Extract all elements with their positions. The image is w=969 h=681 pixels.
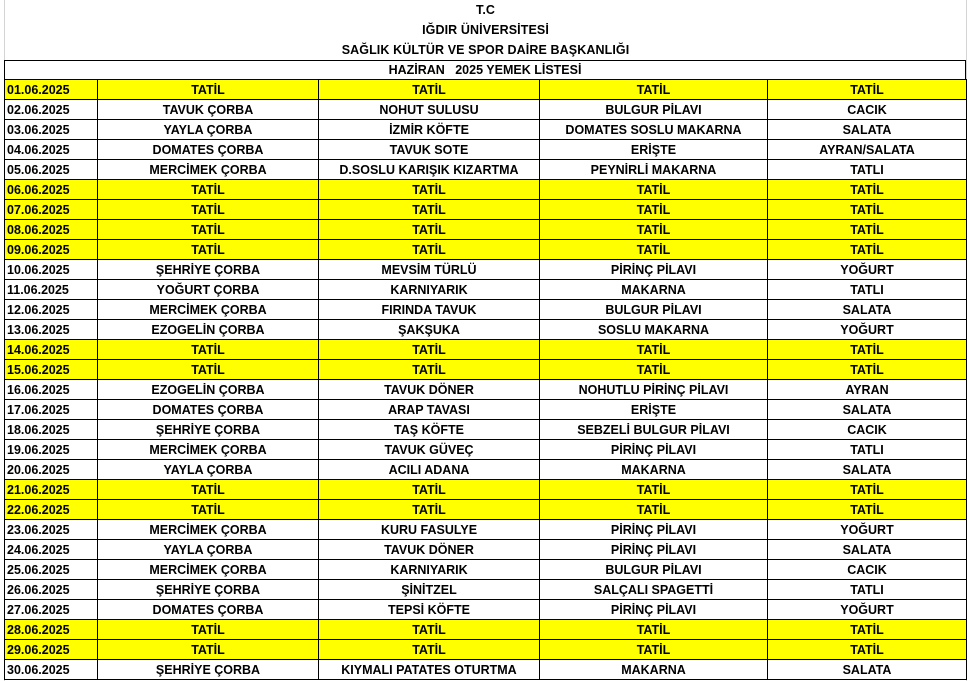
main-dish-cell[interactable]: FIRINDA TAVUK bbox=[319, 300, 540, 320]
date-cell[interactable]: 28.06.2025 bbox=[5, 620, 98, 640]
date-cell[interactable]: 13.06.2025 bbox=[5, 320, 98, 340]
main-dish-cell[interactable]: TATİL bbox=[319, 640, 540, 660]
header-university: IĞDIR ÜNİVERSİTESİ bbox=[422, 23, 549, 37]
soup-cell[interactable]: TATİL bbox=[98, 640, 319, 660]
menu-table bbox=[4, 79, 967, 680]
side-dish-cell[interactable]: DOMATES SOSLU MAKARNA bbox=[540, 120, 768, 140]
side-dish-cell[interactable]: TATİL bbox=[540, 620, 768, 640]
side-dish-cell[interactable]: MAKARNA bbox=[540, 460, 768, 480]
date-cell[interactable]: 03.06.2025 bbox=[5, 120, 98, 140]
date-cell[interactable]: 20.06.2025 bbox=[5, 460, 98, 480]
extra-cell[interactable]: YOĞURT bbox=[768, 320, 967, 340]
main-dish-cell[interactable]: TATİL bbox=[319, 220, 540, 240]
soup-cell[interactable]: ŞEHRİYE ÇORBA bbox=[98, 260, 319, 280]
table-row bbox=[5, 220, 967, 240]
date-cell[interactable]: 26.06.2025 bbox=[5, 580, 98, 600]
extra-cell[interactable]: TATİL bbox=[768, 200, 967, 220]
main-dish-cell[interactable]: TATİL bbox=[319, 180, 540, 200]
side-dish-cell[interactable]: TATİL bbox=[540, 640, 768, 660]
table-row bbox=[5, 160, 967, 180]
soup-cell[interactable]: YOĞURT ÇORBA bbox=[98, 280, 319, 300]
main-dish-cell[interactable]: NOHUT SULUSU bbox=[319, 100, 540, 120]
table-row bbox=[5, 480, 967, 500]
main-dish-cell[interactable]: MEVSİM TÜRLÜ bbox=[319, 260, 540, 280]
extra-cell[interactable]: SALATA bbox=[768, 400, 967, 420]
menu-title: HAZİRAN 2025 YEMEK LİSTESİ bbox=[4, 60, 966, 79]
soup-cell[interactable]: DOMATES ÇORBA bbox=[98, 600, 319, 620]
table-row bbox=[5, 460, 967, 480]
side-dish-cell[interactable]: ERİŞTE bbox=[540, 140, 768, 160]
main-dish-cell[interactable]: KURU FASULYE bbox=[319, 520, 540, 540]
table-row bbox=[5, 640, 967, 660]
soup-cell[interactable]: EZOGELİN ÇORBA bbox=[98, 380, 319, 400]
date-cell[interactable]: 09.06.2025 bbox=[5, 240, 98, 260]
table-row bbox=[5, 400, 967, 420]
side-dish-cell[interactable]: TATİL bbox=[540, 360, 768, 380]
date-cell[interactable]: 30.06.2025 bbox=[5, 660, 98, 680]
table-row bbox=[5, 280, 967, 300]
table-row bbox=[5, 80, 967, 100]
extra-cell[interactable]: TATLI bbox=[768, 440, 967, 460]
date-cell[interactable]: 07.06.2025 bbox=[5, 200, 98, 220]
soup-cell[interactable]: YAYLA ÇORBA bbox=[98, 120, 319, 140]
soup-cell[interactable]: TATİL bbox=[98, 200, 319, 220]
extra-cell[interactable]: CACIK bbox=[768, 100, 967, 120]
main-dish-cell[interactable]: TATİL bbox=[319, 480, 540, 500]
soup-cell[interactable]: TATİL bbox=[98, 620, 319, 640]
side-dish-cell[interactable]: BULGUR PİLAVI bbox=[540, 560, 768, 580]
table-row bbox=[5, 300, 967, 320]
main-dish-cell[interactable]: ACILI ADANA bbox=[319, 460, 540, 480]
document-header bbox=[5, 0, 966, 60]
date-cell[interactable]: 01.06.2025 bbox=[5, 80, 98, 100]
soup-cell[interactable]: MERCİMEK ÇORBA bbox=[98, 440, 319, 460]
menu-table-body bbox=[5, 80, 967, 680]
table-row bbox=[5, 200, 967, 220]
date-cell[interactable]: 18.06.2025 bbox=[5, 420, 98, 440]
main-dish-cell[interactable]: D.SOSLU KARIŞIK KIZARTMA bbox=[319, 160, 540, 180]
extra-cell[interactable]: YOĞURT bbox=[768, 520, 967, 540]
soup-cell[interactable]: TAVUK ÇORBA bbox=[98, 100, 319, 120]
main-dish-cell[interactable]: TAVUK SOTE bbox=[319, 140, 540, 160]
soup-cell[interactable]: ŞEHRİYE ÇORBA bbox=[98, 420, 319, 440]
side-dish-cell[interactable]: PİRİNÇ PİLAVI bbox=[540, 440, 768, 460]
extra-cell[interactable]: TATİL bbox=[768, 360, 967, 380]
extra-cell[interactable]: TATİL bbox=[768, 500, 967, 520]
soup-cell[interactable]: ŞEHRİYE ÇORBA bbox=[98, 580, 319, 600]
table-row bbox=[5, 140, 967, 160]
soup-cell[interactable]: ŞEHRİYE ÇORBA bbox=[98, 660, 319, 680]
extra-cell[interactable]: CACIK bbox=[768, 420, 967, 440]
date-cell[interactable]: 16.06.2025 bbox=[5, 380, 98, 400]
extra-cell[interactable]: SALATA bbox=[768, 460, 967, 480]
main-dish-cell[interactable]: TATİL bbox=[319, 240, 540, 260]
soup-cell[interactable]: MERCİMEK ÇORBA bbox=[98, 160, 319, 180]
side-dish-cell[interactable]: TATİL bbox=[540, 500, 768, 520]
date-cell[interactable]: 22.06.2025 bbox=[5, 500, 98, 520]
side-dish-cell[interactable]: BULGUR PİLAVI bbox=[540, 300, 768, 320]
soup-cell[interactable]: MERCİMEK ÇORBA bbox=[98, 520, 319, 540]
side-dish-cell[interactable]: SEBZELİ BULGUR PİLAVI bbox=[540, 420, 768, 440]
date-cell[interactable]: 12.06.2025 bbox=[5, 300, 98, 320]
extra-cell[interactable]: TATİL bbox=[768, 340, 967, 360]
soup-cell[interactable]: EZOGELİN ÇORBA bbox=[98, 320, 319, 340]
side-dish-cell[interactable]: PEYNİRLİ MAKARNA bbox=[540, 160, 768, 180]
extra-cell[interactable]: TATLI bbox=[768, 280, 967, 300]
table-row bbox=[5, 180, 967, 200]
extra-cell[interactable]: TATİL bbox=[768, 640, 967, 660]
main-dish-cell[interactable]: TAVUK GÜVEÇ bbox=[319, 440, 540, 460]
extra-cell[interactable]: TATİL bbox=[768, 480, 967, 500]
main-dish-cell[interactable]: TATİL bbox=[319, 200, 540, 220]
table-row bbox=[5, 120, 967, 140]
main-dish-cell[interactable]: TEPSİ KÖFTE bbox=[319, 600, 540, 620]
side-dish-cell[interactable]: PİRİNÇ PİLAVI bbox=[540, 260, 768, 280]
extra-cell[interactable]: CACIK bbox=[768, 560, 967, 580]
table-row bbox=[5, 540, 967, 560]
header-country: T.C bbox=[475, 3, 496, 17]
main-dish-cell[interactable]: KARNIYARIK bbox=[319, 560, 540, 580]
table-row bbox=[5, 620, 967, 640]
main-dish-cell[interactable]: TAŞ KÖFTE bbox=[319, 420, 540, 440]
side-dish-cell[interactable]: SOSLU MAKARNA bbox=[540, 320, 768, 340]
extra-cell[interactable]: TATİL bbox=[768, 620, 967, 640]
side-dish-cell[interactable]: TATİL bbox=[540, 220, 768, 240]
table-row bbox=[5, 600, 967, 620]
main-dish-cell[interactable]: ARAP TAVASI bbox=[319, 400, 540, 420]
side-dish-cell[interactable]: NOHUTLU PİRİNÇ PİLAVI bbox=[540, 380, 768, 400]
main-dish-cell[interactable]: İZMİR KÖFTE bbox=[319, 120, 540, 140]
soup-cell[interactable]: YAYLA ÇORBA bbox=[98, 540, 319, 560]
extra-cell[interactable]: TATLI bbox=[768, 580, 967, 600]
main-dish-cell[interactable]: TATİL bbox=[319, 620, 540, 640]
date-cell[interactable]: 23.06.2025 bbox=[5, 520, 98, 540]
table-row bbox=[5, 520, 967, 540]
main-dish-cell[interactable]: KARNIYARIK bbox=[319, 280, 540, 300]
side-dish-cell[interactable]: ERİŞTE bbox=[540, 400, 768, 420]
soup-cell[interactable]: TATİL bbox=[98, 500, 319, 520]
side-dish-cell[interactable]: TATİL bbox=[540, 80, 768, 100]
table-row bbox=[5, 240, 967, 260]
side-dish-cell[interactable]: BULGUR PİLAVI bbox=[540, 100, 768, 120]
date-cell[interactable]: 08.06.2025 bbox=[5, 220, 98, 240]
extra-cell[interactable]: AYRAN/SALATA bbox=[768, 140, 967, 160]
extra-cell[interactable]: SALATA bbox=[768, 300, 967, 320]
main-dish-cell[interactable]: TATİL bbox=[319, 340, 540, 360]
main-dish-cell[interactable]: TATİL bbox=[319, 360, 540, 380]
table-row bbox=[5, 360, 967, 380]
date-cell[interactable]: 04.06.2025 bbox=[5, 140, 98, 160]
extra-cell[interactable]: TATİL bbox=[768, 240, 967, 260]
soup-cell[interactable]: TATİL bbox=[98, 80, 319, 100]
table-row bbox=[5, 260, 967, 280]
soup-cell[interactable]: TATİL bbox=[98, 180, 319, 200]
main-dish-cell[interactable]: TATİL bbox=[319, 80, 540, 100]
date-cell[interactable]: 27.06.2025 bbox=[5, 600, 98, 620]
main-dish-cell[interactable]: TATİL bbox=[319, 500, 540, 520]
table-row bbox=[5, 560, 967, 580]
date-cell[interactable]: 15.06.2025 bbox=[5, 360, 98, 380]
side-dish-cell[interactable]: PİRİNÇ PİLAVI bbox=[540, 600, 768, 620]
side-dish-cell[interactable]: MAKARNA bbox=[540, 660, 768, 680]
date-cell[interactable]: 02.06.2025 bbox=[5, 100, 98, 120]
extra-cell[interactable]: TATİL bbox=[768, 80, 967, 100]
date-cell[interactable]: 11.06.2025 bbox=[5, 280, 98, 300]
soup-cell[interactable]: DOMATES ÇORBA bbox=[98, 140, 319, 160]
table-row bbox=[5, 420, 967, 440]
date-cell[interactable]: 05.06.2025 bbox=[5, 160, 98, 180]
date-cell[interactable]: 06.06.2025 bbox=[5, 180, 98, 200]
soup-cell[interactable]: TATİL bbox=[98, 360, 319, 380]
extra-cell[interactable]: SALATA bbox=[768, 660, 967, 680]
table-row bbox=[5, 380, 967, 400]
table-row bbox=[5, 100, 967, 120]
table-row bbox=[5, 580, 967, 600]
side-dish-cell[interactable]: TATİL bbox=[540, 180, 768, 200]
table-row bbox=[5, 440, 967, 460]
extra-cell[interactable]: SALATA bbox=[768, 120, 967, 140]
extra-cell[interactable]: SALATA bbox=[768, 540, 967, 560]
side-dish-cell[interactable]: SALÇALI SPAGETTİ bbox=[540, 580, 768, 600]
side-dish-cell[interactable]: PİRİNÇ PİLAVI bbox=[540, 520, 768, 540]
date-cell[interactable]: 10.06.2025 bbox=[5, 260, 98, 280]
main-dish-cell[interactable]: TAVUK DÖNER bbox=[319, 380, 540, 400]
side-dish-cell[interactable]: TATİL bbox=[540, 200, 768, 220]
soup-cell[interactable]: TATİL bbox=[98, 480, 319, 500]
table-row bbox=[5, 500, 967, 520]
extra-cell[interactable]: YOĞURT bbox=[768, 260, 967, 280]
main-dish-cell[interactable]: ŞAKŞUKA bbox=[319, 320, 540, 340]
side-dish-cell[interactable]: MAKARNA bbox=[540, 280, 768, 300]
date-cell[interactable]: 17.06.2025 bbox=[5, 400, 98, 420]
extra-cell[interactable]: TATİL bbox=[768, 180, 967, 200]
soup-cell[interactable]: DOMATES ÇORBA bbox=[98, 400, 319, 420]
table-row bbox=[5, 660, 967, 680]
date-cell[interactable]: 24.06.2025 bbox=[5, 540, 98, 560]
soup-cell[interactable]: TATİL bbox=[98, 220, 319, 240]
date-cell[interactable]: 29.06.2025 bbox=[5, 640, 98, 660]
date-cell[interactable]: 19.06.2025 bbox=[5, 440, 98, 460]
side-dish-cell[interactable]: TATİL bbox=[540, 240, 768, 260]
soup-cell[interactable]: MERCİMEK ÇORBA bbox=[98, 300, 319, 320]
table-row bbox=[5, 320, 967, 340]
soup-cell[interactable]: YAYLA ÇORBA bbox=[98, 460, 319, 480]
main-dish-cell[interactable]: TAVUK DÖNER bbox=[319, 540, 540, 560]
date-cell[interactable]: 25.06.2025 bbox=[5, 560, 98, 580]
side-dish-cell[interactable]: TATİL bbox=[540, 340, 768, 360]
header-department: SAĞLIK KÜLTÜR VE SPOR DAİRE BAŞKANLIĞI bbox=[341, 43, 630, 57]
date-cell[interactable]: 14.06.2025 bbox=[5, 340, 98, 360]
soup-cell[interactable]: TATİL bbox=[98, 340, 319, 360]
side-dish-cell[interactable]: TATİL bbox=[540, 480, 768, 500]
soup-cell[interactable]: MERCİMEK ÇORBA bbox=[98, 560, 319, 580]
table-row bbox=[5, 340, 967, 360]
extra-cell[interactable]: TATLI bbox=[768, 160, 967, 180]
main-dish-cell[interactable]: KIYMALI PATATES OTURTMA bbox=[319, 660, 540, 680]
side-dish-cell[interactable]: PİRİNÇ PİLAVI bbox=[540, 540, 768, 560]
extra-cell[interactable]: YOĞURT bbox=[768, 600, 967, 620]
main-dish-cell[interactable]: ŞİNİTZEL bbox=[319, 580, 540, 600]
date-cell[interactable]: 21.06.2025 bbox=[5, 480, 98, 500]
soup-cell[interactable]: TATİL bbox=[98, 240, 319, 260]
extra-cell[interactable]: TATİL bbox=[768, 220, 967, 240]
extra-cell[interactable]: AYRAN bbox=[768, 380, 967, 400]
